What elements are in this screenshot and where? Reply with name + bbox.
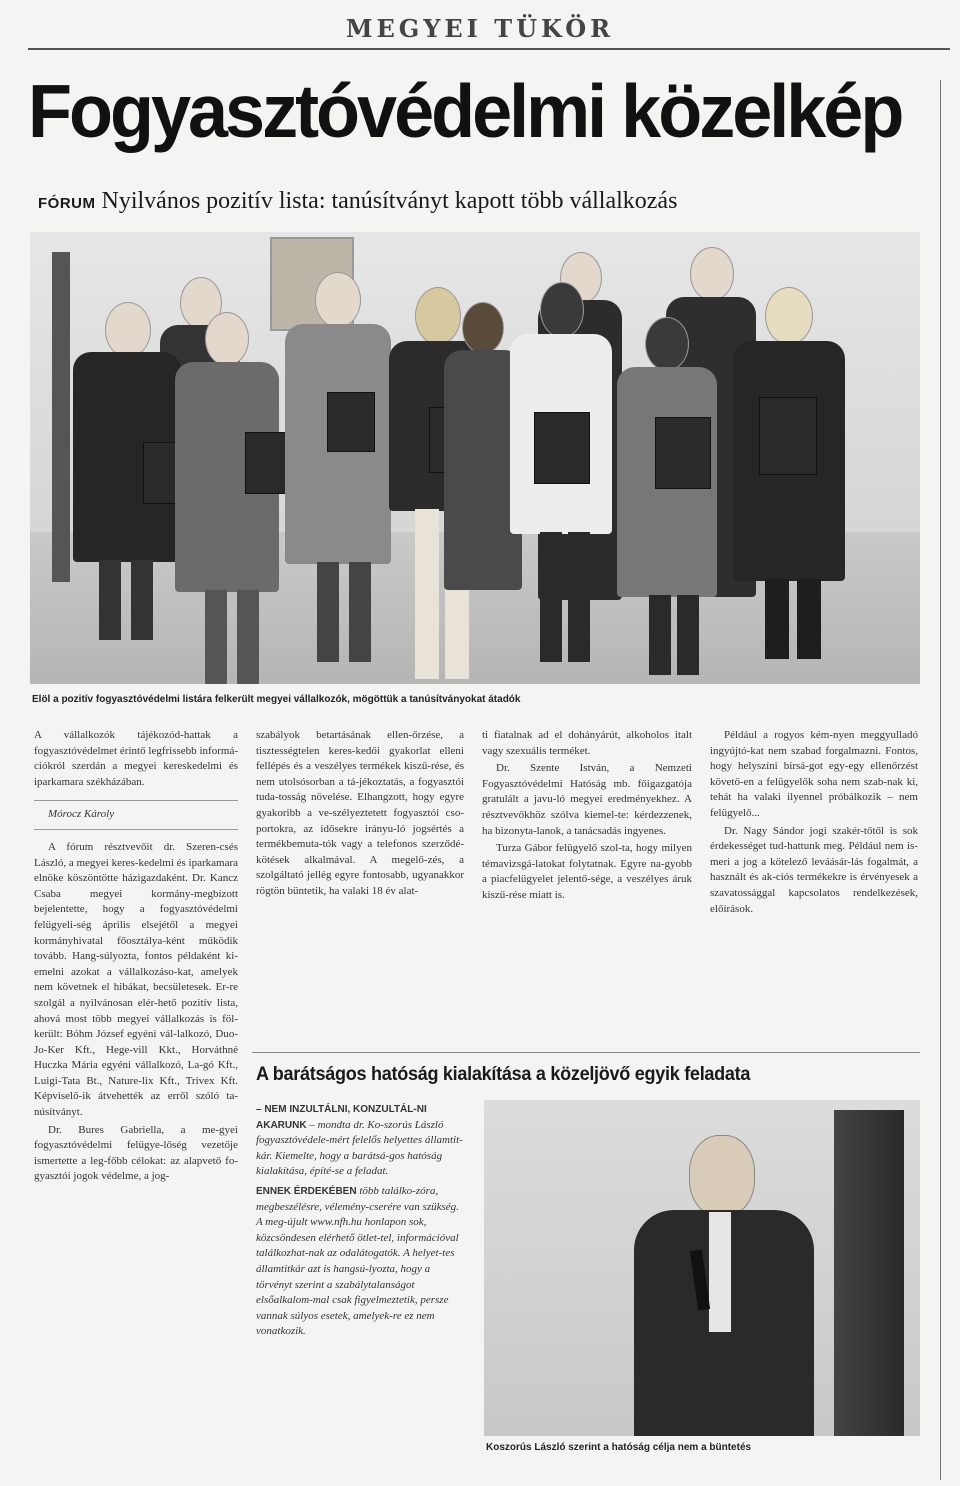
article-paragraph: szabályok betartásának ellen-őrzése, a tisztességtelen keres-kedői gyakorlat elleni fellépés és a veszélyes termékek kiszű-rése, és nem utolsósorban a tá-jékoztatás, a fogyasztói tuda-tosság növelése. Elhangzott, hogy egyre gyakoribb a ve-szélyeztetett fogyasztói cso-portokra, az idősekre irányu-ló jogsértés a termékbemuta-tók vagy a telefonos szerződé-kötések alkalmával. A megelő-zés, a szolgáltató jellég egyre fontosabb, ugyanakkor rögtön büntetik, ha valaki 18 év alat- (256, 729, 464, 897)
article-column-3 (482, 728, 692, 906)
article-column-2 (256, 728, 464, 902)
article-column-4 (710, 728, 918, 919)
flag (834, 1110, 904, 1436)
kicker: FÓRUM (38, 195, 96, 212)
sidebar-text-1: – mondta dr. Ko-szorús László fogyasztóvédele-mért felelős helyettes államtit-kár. Kiemelte, hogy a barátsá-gos hatóság kialakítása, építé-se a feladat. (256, 1118, 463, 1178)
speaker-photo-caption: Koszorús László szerint a hatóság célja nem a büntetés (486, 1442, 752, 1453)
headline: Fogyasztóvédelmi közelkép (28, 69, 902, 154)
speaker-shirt (709, 1212, 731, 1332)
sidebar-text (256, 1102, 464, 1344)
article-paragraph: Például a rogyos kém-nyen meggyulladó ingyújtó-kat nem szabad forgalmazni. Fontos, hogy helyszíni bírsá-got egy-egy ellenőrzést követő-en a felügyelők soha nem szab-nak ki, tehát ha valaki ilyennel próbálkozik – nem felügyelő... (710, 729, 918, 819)
sidebar-rule (252, 1052, 920, 1053)
article-paragraph: Turza Gábor felügyelő szol-ta, hogy milyen témavizsgá-latokat folytatnak. Egyre na-gyobb a piacfelügyelet jelentő-sége, a veszélyes áruk kiszű-rése miatt is. (482, 842, 692, 901)
article-column-1 (34, 728, 238, 1187)
section-title: MEGYEI TÜKÖR (345, 14, 615, 43)
margin-line (940, 80, 941, 1480)
subhead (38, 188, 918, 215)
sidebar-lead-2: ENNEK ÉRDEKÉBEN (256, 1185, 357, 1197)
article-paragraph: ti fiatalnak ad el dohányárút, alkoholos italt vagy szexuális terméket. (482, 729, 692, 757)
article-paragraph: A fórum résztvevőit dr. Szeren-csés László, a megyei keres-kedelmi és iparkamara elnöke köszöntötte házigazdaként. Dr. Kancz Csaba megyei kormány-megbízott bejelentette, hogy a fogyasztóvédelmi felügyeli-ség április elsejétől a megyei kormányhivatal főosztálya-ként működik tovább. Hang-súlyozta, fontos példaként ki-emelni azokat a vállalkozáso-kat, amelyek nem követnek el hibákat, becsületesek. Er-re szolgál a nyilvánosan elér-hető pozitív lista, ahová most több megyei vállalkozás is föl-került: Bóhm József egyéni vál-lalkozó, Duo-Jo-Ker Kft., Hege-vill Kkt., Horváthné Huczka Mária egyéni vállalkozó, La-gó Kft., Luigi-Tata Bt., Nature-lix Kft., Trivex Kft. Képviselő-ik átvehették az erről szóló ta-núsítványt. (34, 840, 239, 1119)
main-photo-caption: Elöl a pozitív fogyasztóvédelmi listára felkerült megyei vállalkozók, mögöttük a tanúsítványokat átadók (32, 694, 521, 705)
subhead-text: Nyilvános pozitív lista: tanúsítványt kapott több vállalkozás (101, 188, 678, 214)
article-paragraph: Dr. Bures Gabriella, a me-gyei fogyasztóvédelmi felügye-lőség vezetője ismertette a leg-főbb célokat: az alapvető fo-gyasztói jogok védelme, a jog- (34, 1123, 238, 1183)
speaker-head (689, 1135, 755, 1217)
article-paragraph: Dr. Nagy Sándor jogi szakér-tőtől is sok érdekességet tud-hattunk meg. Például nem is-meri a jog a kötelező leváásár-lás fogalmát, a használt és ak-ciós termékekre is érvényesek a szavatossággal kapcsolatos rendelkezések, előírások. (710, 824, 918, 915)
sidebar-headline: A barátságos hatóság kialakítása a közeljövő egyik feladata (256, 1064, 751, 1085)
flag (52, 252, 70, 582)
article-paragraph: Dr. Szente István, a Nemzeti Fogyasztóvédelmi Hatóság mb. főigazgatója gratulált a javu-ló megyei eredményekhez. A résztvevőkhöz szólva kiemel-te: kérdezzenek, ha bizonyta-lanok, a tanácsadás ingyenes. (482, 762, 692, 837)
group-photo (30, 232, 920, 684)
speaker-photo (484, 1100, 920, 1436)
article-lead: A vállalkozók tájékozód-hattak a fogyasztóvédelmet érintő legfrissebb informá-ciókról szerdán a megyei kereskedelmi és iparkamara székházában. (34, 729, 238, 788)
byline: Mórocz Károly (34, 800, 238, 830)
sidebar-lead-1: – NEM INZULTÁLNI, KONZULTÁL-NI AKARUNK (256, 1104, 427, 1131)
header-rule (28, 48, 950, 50)
sidebar-text-2: több találko-zóra, megbeszélésre, vélemény-cserére van szükség. A meg-újult www.nfh.hu honlapon sok, közcsöndesen elérhető ötlet-tel, információval találkozhat-nak az odalátogatók. A helyet-tes államtitkár azt is hangsú-lyozta, hogy a törvényt szerint a szabálytalanságot elsőalkalom-mal csak figyelmeztetik, persze vannak súlyos esetek, amelyek-re ez nem vonatkozik. (256, 1184, 459, 1338)
